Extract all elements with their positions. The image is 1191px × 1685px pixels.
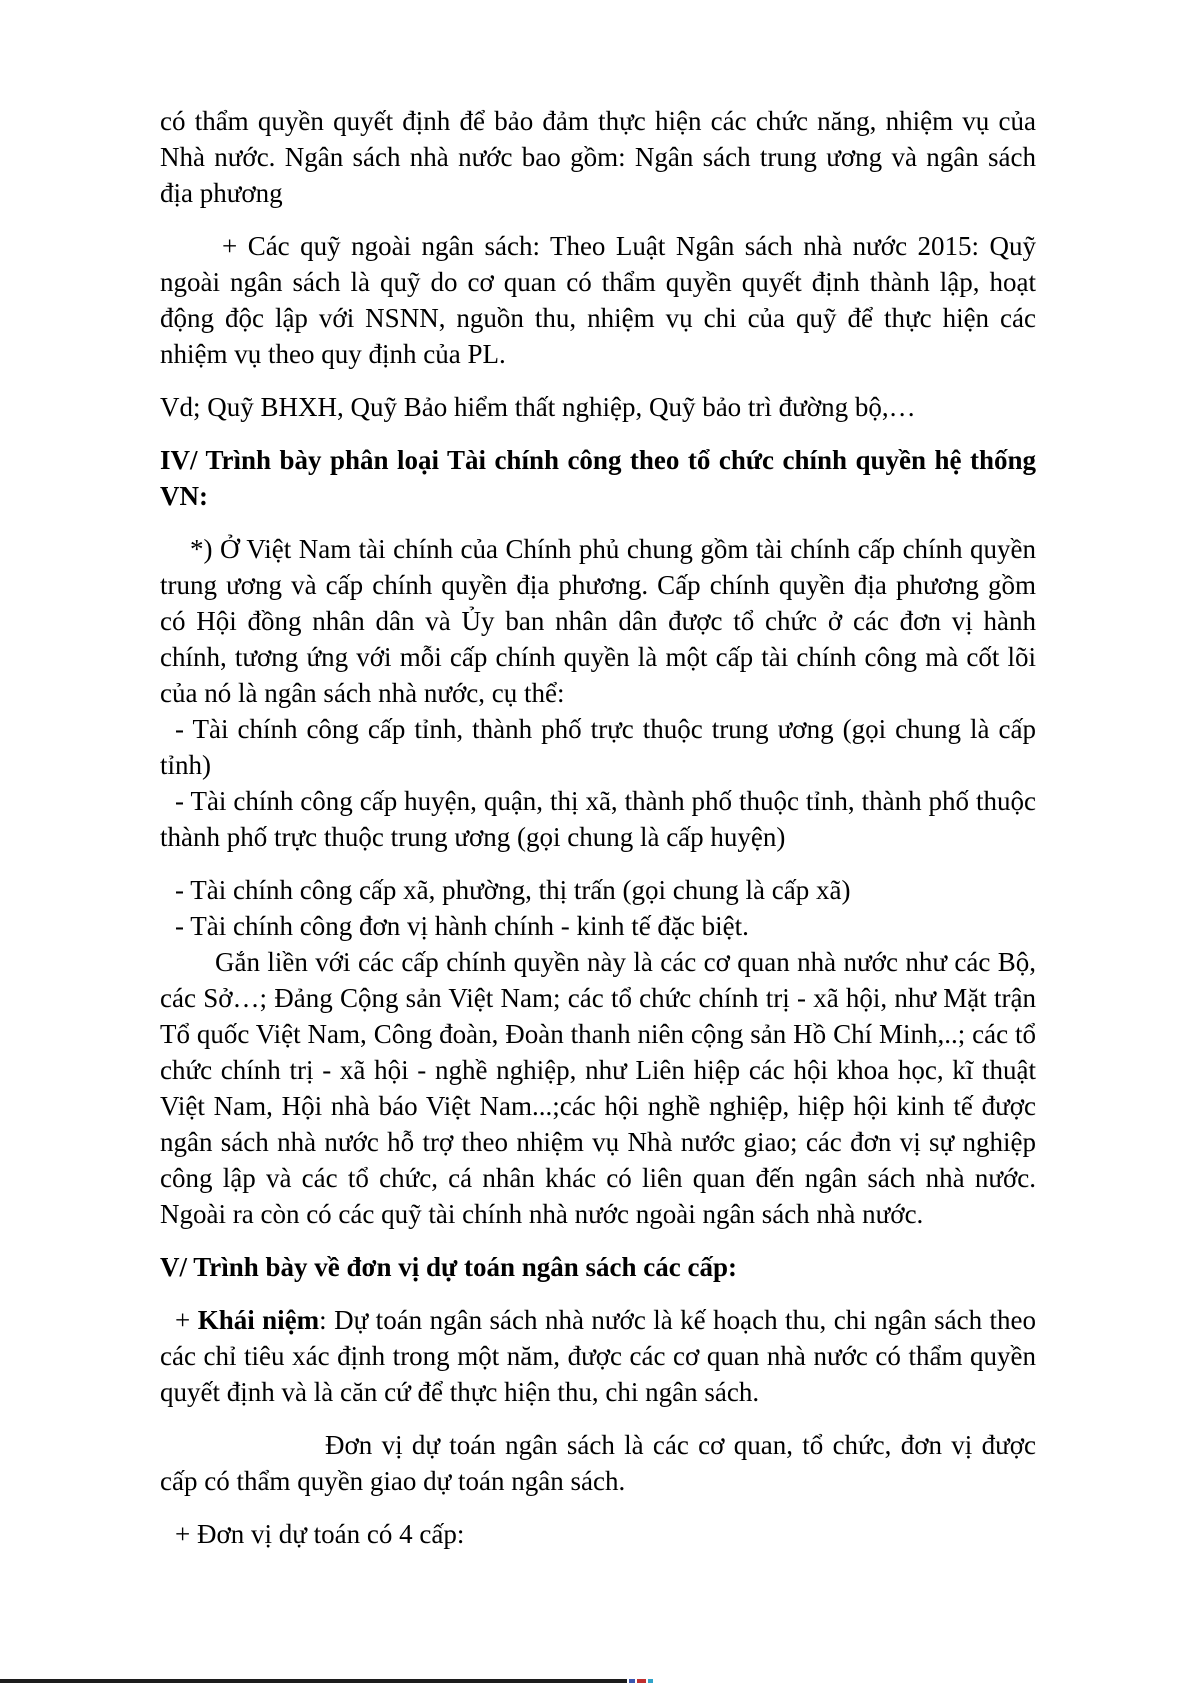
artifact-color-chip <box>637 1679 646 1683</box>
text-run-bold: IV/ Trình bày phân loại Tài chính công theo tổ chức chính quyền hệ thống VN: <box>160 445 1036 511</box>
text-run: + <box>175 1305 198 1335</box>
list-item-district-level <box>160 783 1036 855</box>
text-run: - Tài chính công cấp tỉnh, thành phố trực thuộc trung ương (gọi chung là cấp tỉnh) <box>160 714 1036 780</box>
paragraph-four-estimate-levels <box>160 1516 1036 1552</box>
paragraph-vietnam-government-finance <box>160 531 1036 711</box>
artifact-color-chip <box>629 1679 635 1683</box>
next-page-edge-line <box>0 1679 627 1683</box>
text-run: *) Ở Việt Nam tài chính của Chính phủ chung gồm tài chính cấp chính quyền trung ương và cấp chính quyền địa phương. Cấp chính quyền địa phương gồm có Hội đồng nhân dân và Ủy ban nhân dân được tổ chức ở các đơn vị hành chính, tương ứng với mỗi cấp chính quyền là một cấp tài chính công mà cốt lõi của nó là ngân sách nhà nước, cụ thể: <box>160 534 1036 708</box>
heading-section-iv <box>160 442 1036 514</box>
text-run: + Các quỹ ngoài ngân sách: Theo Luật Ngân sách nhà nước 2015: Quỹ ngoài ngân sách là quỹ do cơ quan có thẩm quyền quyết định thành lập, hoạt động độc lập với NSNN, nguồn thu, nhiệm vụ chi của quỹ để thực hiện các nhiệm vụ theo quy định của PL. <box>160 231 1036 369</box>
page-break-artifact <box>0 1679 1191 1683</box>
text-run: - Tài chính công cấp xã, phường, thị trấn (gọi chung là cấp xã) <box>175 875 851 905</box>
list-item-commune-level <box>160 872 1036 908</box>
text-run: Đơn vị dự toán ngân sách là các cơ quan, tổ chức, đơn vị được cấp có thẩm quyền giao dự toán ngân sách. <box>160 1430 1036 1496</box>
heading-section-v <box>160 1249 1036 1285</box>
text-run: Vd; Quỹ BHXH, Quỹ Bảo hiểm thất nghiệp, Quỹ bảo trì đường bộ,… <box>160 392 916 422</box>
text-run-bold: V/ Trình bày về đơn vị dự toán ngân sách các cấp: <box>160 1252 737 1282</box>
paragraph-attached-organizations <box>160 944 1036 1232</box>
paragraph-budget-estimate-units <box>160 1427 1036 1499</box>
text-run: có thẩm quyền quyết định để bảo đảm thực hiện các chức năng, nhiệm vụ của Nhà nước. Ngân sách nhà nước bao gồm: Ngân sách trung ương và ngân sách địa phương <box>160 106 1036 208</box>
document-text-area <box>160 103 1036 1552</box>
text-run: Gắn liền với các cấp chính quyền này là các cơ quan nhà nước như các Bộ, các Sở…; Đảng Cộng sản Việt Nam; các tổ chức chính trị - xã hội, như Mặt trận Tổ quốc Việt Nam, Công đoàn, Đoàn thanh niên cộng sản Hồ Chí Minh,..; các tổ chức chính trị - xã hội - nghề nghiệp, như Liên hiệp các hội khoa học, kĩ thuật Việt Nam, Hội nhà báo Việt Nam...;các hội nghề nghiệp, hiệp hội kinh tế được ngân sách nhà nước hỗ trợ theo nhiệm vụ Nhà nước giao; các đơn vị sự nghiệp công lập và các tổ chức, cá nhân khác có liên quan đến ngân sách nhà nước. Ngoài ra còn có các quỹ tài chính nhà nước ngoài ngân sách nhà nước. <box>160 947 1036 1229</box>
text-run: - Tài chính công đơn vị hành chính - kinh tế đặc biệt. <box>175 911 749 941</box>
artifact-color-chip <box>648 1679 653 1683</box>
paragraph-budget-definition <box>160 103 1036 211</box>
text-run: - Tài chính công cấp huyện, quận, thị xã, thành phố thuộc tỉnh, thành phố thuộc thành phố trực thuộc trung ương (gọi chung là cấp huyện) <box>160 786 1036 852</box>
list-item-special-admin-unit <box>160 908 1036 944</box>
list-item-province-level <box>160 711 1036 783</box>
paragraph-budget-estimate-concept <box>160 1302 1036 1410</box>
text-run-bold: Khái niệm <box>197 1305 320 1335</box>
paragraph-off-budget-funds <box>160 228 1036 372</box>
text-run: + Đơn vị dự toán có 4 cấp: <box>175 1519 465 1549</box>
text-run: : Dự toán ngân sách nhà nước là kế hoạch thu, chi ngân sách theo các chỉ tiêu xác định trong một năm, được các cơ quan nhà nước có thẩm quyền quyết định và là căn cứ để thực hiện thu, chi ngân sách. <box>160 1305 1037 1407</box>
paragraph-fund-examples <box>160 389 1036 425</box>
